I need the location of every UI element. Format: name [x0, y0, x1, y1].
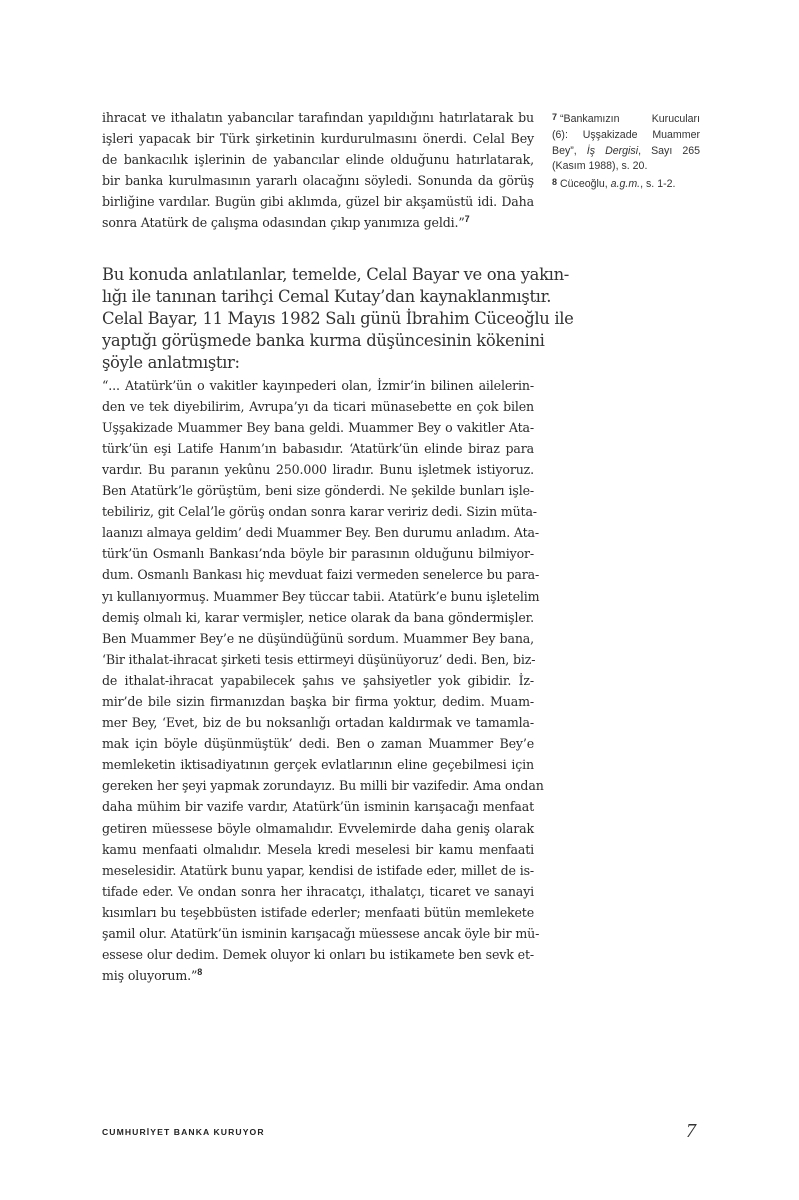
- main-text-column: [102, 107, 574, 986]
- footnote-8-number: 8: [552, 177, 558, 188]
- opening-quote-paragraph: [102, 107, 534, 234]
- interview-quote-line: şamil olur. Atatürk’ün isminin karışacağı müessese ancak öyle bir mü-: [102, 926, 540, 942]
- running-title: CUMHURİYET BANKA KURUYOR: [102, 1127, 265, 1137]
- interview-quote-line: demiş olmalı ki, karar vermişler, netice olarak da bana göndermişler.: [102, 609, 534, 625]
- interview-quote-line: tebiliriz, git Celal’le görüş ondan sonra karar veririz dedi. Sizin müta-: [102, 504, 537, 520]
- footnote-7-line: Bey”, İş Dergisi, Sayı 265: [552, 144, 701, 157]
- opening-quote: [102, 107, 534, 234]
- interview-quote-line: daha mühim bir vazife vardır, Atatürk’ün isminin karışacağı menfaat: [102, 799, 534, 815]
- lead-line: şöyle anlatmıştır:: [102, 353, 240, 373]
- interview-quote-paragraph: [102, 375, 544, 987]
- lead-paragraph-text: [102, 264, 574, 375]
- interview-quote-line: memleketin iktisadiyatının gerçek evlatlarının eline geçebilmesi için: [102, 757, 534, 773]
- interview-quote-line: dum. Osmanlı Bankası hiç mevduat faizi vermeden senelerce bu para-: [102, 567, 540, 583]
- interview-quote-line: kamu menfaati olmalıdır. Mesela kredi meselesi bir kamu menfaati: [102, 841, 534, 857]
- interview-quote-line: vardır. Bu paranın yekûnu 250.000 liradır. Bunu işletmek istiyoruz.: [102, 461, 534, 477]
- interview-quote-line: essese olur dedim. Demek oluyor ki onları bu istikamete ben sevk et-: [102, 947, 534, 963]
- footnote-8-pages: , s. 1-2.: [640, 178, 676, 191]
- interview-quote-line: tifade eder. Ve ondan sonra her ihracatçı, ithalatçı, ticaret ve sanayi: [102, 883, 534, 899]
- interview-quote-line: “... Atatürk’ün o vakitler kayınpederi olan, İzmir’in bilinen ailelerin-: [102, 377, 534, 393]
- interview-quote-line: miş oluyorum.”$^8$: [102, 967, 203, 984]
- lead-line: Celal Bayar, 11 Mayıs 1982 Salı günü İbrahim Cüceoğlu ile: [102, 308, 574, 328]
- interview-quote-line: de ithalat-ihracat yapabilecek şahıs ve şahsiyetler yok gibidir. İz-: [102, 672, 534, 688]
- opening-quote-line: ihracat ve ithalatın yabancılar tarafından yapıldığını hatırlatarak bu: [102, 110, 534, 125]
- opening-quote-line: birliğine vardılar. Bugün gibi aklımda, güzel bir akşamüstü idi. Daha: [102, 194, 534, 210]
- footnote-7-number: 7: [552, 112, 558, 122]
- footnote-reference[interactable]: 8: [197, 967, 203, 978]
- page-number: 7: [686, 1120, 696, 1142]
- interview-quote-line: Ben Atatürk’le görüştüm, beni size gönderdi. Ne şekilde bunları işle-: [102, 483, 534, 499]
- lead-paragraph: [102, 264, 574, 375]
- footnote-reference[interactable]: 7: [464, 214, 470, 225]
- interview-quote-line: kısımları bu teşebbüsten istifade ederler; menfaati bütün memlekete: [102, 904, 534, 920]
- interview-quote-line: meselesidir. Atatürk bunu yapar, kendisi de istifade eder, millet de is-: [102, 862, 534, 878]
- interview-quote-line: mir’de bile sizin firmanızdan başka bir firma yoktur, dedim. Muam-: [102, 693, 534, 709]
- opening-quote-line: de bankacılık işlerinin de yabancılar elinde olduğunu hatırlatarak,: [102, 152, 534, 168]
- interview-quote-line: getiren müessese böyle olmamalıdır. Evvelemirde daha geniş olarak: [102, 820, 534, 836]
- interview-quote-line: yı kullanıyormuş. Muammer Bey tüccar tabii. Atatürk’e bunu işletelim: [102, 588, 540, 604]
- interview-quote-line: türk’ün eşi Latife Hanım’ın babasıdır. ‘Atatürk’ün elinde biraz para: [102, 440, 534, 456]
- opening-quote-line: sonra Atatürk de çalışma odasından çıkıp yanımıza geldi.”$^7$: [102, 214, 470, 231]
- footnote-8: [552, 175, 700, 193]
- interview-quote: [102, 375, 544, 987]
- interview-quote-line: türk’ün Osmanlı Bankası’nda böyle bir parasının olduğunu bilmiyor-: [102, 546, 534, 562]
- footnote-8-abbrev: a.g.m.: [610, 178, 641, 191]
- interview-quote-line: ‘Bir ithalat-ihracat şirketi tesis ettirmeyi düşünüyoruz’ dedi. Ben, biz-: [102, 651, 536, 667]
- footnote-7-line: (Kasım 1988), s. 20.: [552, 160, 648, 173]
- opening-quote-line: işleri yapacak bir Türk şirketinin kurdurulmasını önerdi. Celal Bey: [102, 131, 534, 147]
- lead-line: lığı ile tanınan tarihçi Cemal Kutay’dan kaynaklanmıştır.: [102, 286, 552, 306]
- interview-quote-line: laanızı almaya geldim’ dedi Muammer Bey. Ben durumu anladım. Ata-: [102, 525, 540, 541]
- footnote-8-author: Cüceoğlu,: [560, 178, 611, 191]
- opening-quote-line: bir banka kurulmasının yararlı olacağını söyledi. Sonunda da görüş: [102, 173, 534, 189]
- interview-quote-line: mer Bey, ‘Evet, biz de bu noksanlığı ortadan kaldırmak ve tamamla-: [102, 715, 534, 731]
- lead-line: Bu konuda anlatılanlar, temelde, Celal Bayar ve ona yakın-: [102, 264, 569, 284]
- footnote-7-line: “Bankamızın Kurucuları: [560, 113, 700, 125]
- interview-quote-line: gereken her şeyi yapmak zorundayız. Bu milli bir vazifedir. Ama ondan: [102, 778, 544, 794]
- interview-quote-line: Ben Muammer Bey’e ne düşündüğünü sordum. Muammer Bey bana,: [102, 630, 534, 646]
- interview-quote-line: den ve tek diyebilirim, Avrupa’yı da ticari münasebette en çok bilen: [102, 398, 534, 414]
- footnote-7: [552, 110, 700, 175]
- lead-line: yaptığı görüşmede banka kurma düşüncesinin kökenini: [102, 331, 545, 351]
- footnote-7-journal: İş Dergisi: [586, 144, 639, 157]
- sidenotes: [552, 110, 700, 193]
- footnote-7-line: (6): Uşşakizade Muammer: [552, 128, 700, 141]
- interview-quote-line: mak için böyle düşünmüştük’ dedi. Ben o zaman Muammer Bey’e: [102, 736, 534, 752]
- interview-quote-line: Uşşakizade Muammer Bey bana geldi. Muammer Bey o vakitler Ata-: [102, 419, 534, 435]
